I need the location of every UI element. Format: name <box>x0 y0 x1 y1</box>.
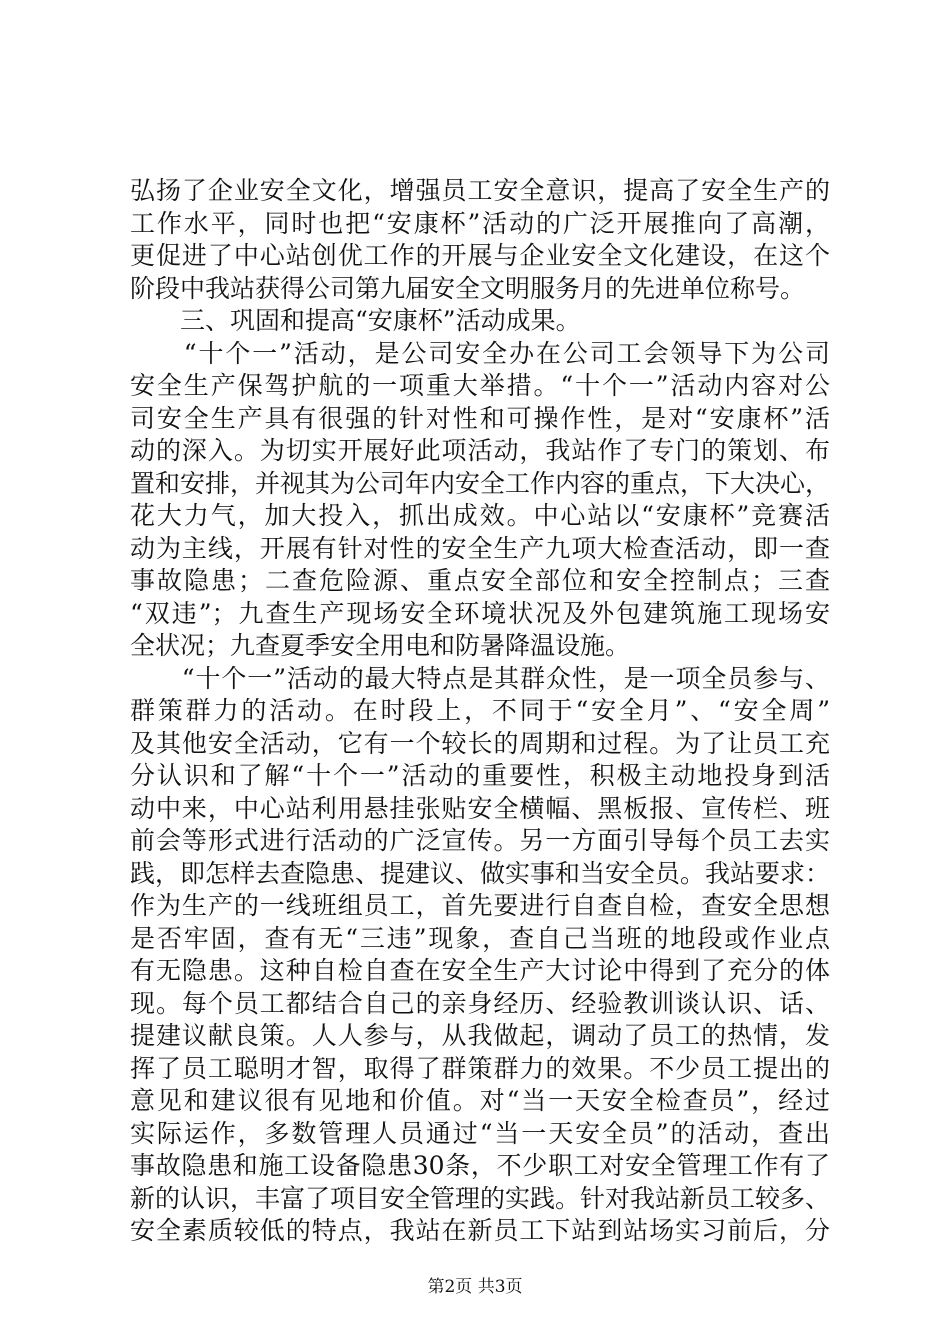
text-line: 意见和建议很有见地和价值。对“当一天安全检查员”，经过 <box>130 1086 830 1115</box>
text-line: 及其他安全活动，它有一个较长的周期和过程。为了让员工充 <box>130 728 830 758</box>
text-line: 安全素质较低的特点，我站在新员工下站到站场实习前后，分 <box>130 1216 830 1245</box>
text-line: 花大力气，加大投入，抓出成效。中心站以“安康杯”竞赛活 <box>130 501 830 530</box>
text-line: 践，即怎样去查隐患、提建议、做实事和当安全员。我站要求： <box>130 858 831 888</box>
text-line: 作为生产的一线班组员工，首先要进行自查自检，查安全思想 <box>130 891 830 920</box>
text-line: 挥了员工聪明才智，取得了群策群力的效果。不少员工提出的 <box>130 1053 830 1083</box>
text-line: 现。每个员工都结合自己的亲身经历、经验教训谈认识、话、 <box>130 988 830 1018</box>
text-line: “十个一”活动的最大特点是其群众性，是一项全员参与、 <box>130 663 830 693</box>
text-line: 新的认识，丰富了项目安全管理的实践。针对我站新员工较多、 <box>130 1183 831 1213</box>
text-line: 动的深入。为切实开展好此项活动，我站作了专门的策划、布 <box>130 436 830 465</box>
text-line: 司安全生产具有很强的针对性和可操作性，是对“安康杯”活 <box>130 403 830 433</box>
text-line: 安全生产保驾护航的一项重大举措。“十个一”活动内容对公 <box>130 371 830 400</box>
text-line: 是否牢固，查有无“三违”现象，查自己当班的地段或作业点 <box>130 923 830 953</box>
section-heading: 三、巩固和提高“安康杯”活动成果。 <box>130 306 581 335</box>
text-line: 提建议献良策。人人参与，从我做起，调动了员工的热情，发 <box>130 1021 830 1050</box>
text-line: 置和安排，并视其为公司年内安全工作内容的重点，下大决心， <box>130 468 831 498</box>
text-line: 更促进了中心站创优工作的开展与企业安全文化建设，在这个 <box>130 241 830 270</box>
text-line: 有无隐患。这种自检自查在安全生产大讨论中得到了充分的体 <box>130 956 830 985</box>
text-line: “十个一”活动，是公司安全办在公司工会领导下为公司 <box>130 338 830 368</box>
document-body <box>130 175 830 1248</box>
text-line: 实际运作，多数管理人员通过“当一天安全员”的活动，查出 <box>130 1118 830 1148</box>
text-line: “双违”；九查生产现场安全环境状况及外包建筑施工现场安 <box>130 598 830 628</box>
text-line: 前会等形式进行活动的广泛宣传。另一方面引导每个员工去实 <box>130 826 830 855</box>
text-line: 动中来，中心站利用悬挂张贴安全横幅、黑板报、宣传栏、班 <box>130 793 830 823</box>
text-line: 事故隐患和施工设备隐患30条，不少职工对安全管理工作有了 <box>130 1151 830 1180</box>
text-line: 弘扬了企业安全文化，增强员工安全意识，提高了安全生产的 <box>130 176 830 205</box>
page-footer: 第2页 共3页 <box>427 1277 523 1297</box>
text-line: 工作水平，同时也把“安康杯”活动的广泛开展推向了高潮， <box>130 208 830 238</box>
text-line: 动为主线，开展有针对性的安全生产九项大检查活动，即一查 <box>130 533 830 563</box>
text-line: 事故隐患；二查危险源、重点安全部位和安全控制点；三查 <box>130 566 830 595</box>
text-line: 阶段中我站获得公司第九届安全文明服务月的先进单位称号。 <box>130 273 806 303</box>
text-line: 分认识和了解“十个一”活动的重要性，积极主动地投身到活 <box>130 761 830 790</box>
text-line: 全状况；九查夏季安全用电和防暑降温设施。 <box>130 631 631 660</box>
text-line: 群策群力的活动。在时段上，不同于“安全月”、“安全周” <box>130 696 830 725</box>
